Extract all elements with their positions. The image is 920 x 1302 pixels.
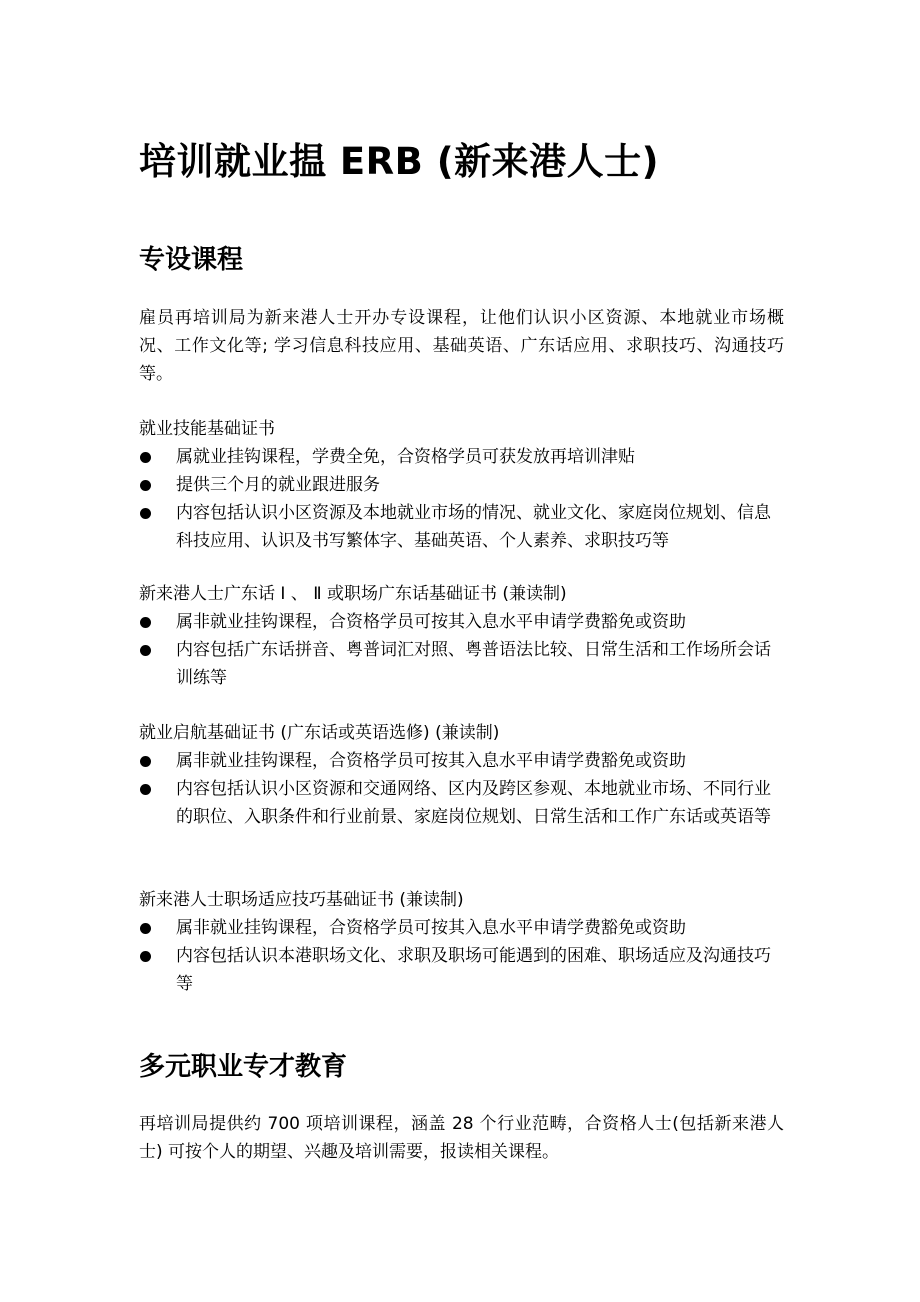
course-title: 就业技能基础证书 [139, 419, 275, 439]
course-block-cantonese [139, 580, 784, 692]
bullet-icon [140, 452, 151, 463]
list-item-text: 提供三个月的就业跟进服务 [176, 475, 380, 495]
list-item-text: 属非就业挂钩课程，合资格学员可按其入息水平申请学费豁免或资助 [176, 612, 686, 632]
list-item-text: 内容包括认识本港职场文化、求职及职场可能遇到的困难、职场适应及沟通技巧等 [176, 946, 771, 994]
list-item-text: 属非就业挂钩课程，合资格学员可按其入息水平申请学费豁免或资助 [176, 918, 686, 938]
course-title: 新来港人士广东话 Ⅰ 、 Ⅱ 或职场广东话基础证书 (兼读制) [139, 584, 567, 604]
list-item-text: 属就业挂钩课程，学费全免，合资格学员可获发放再培训津贴 [176, 447, 635, 467]
bullet-icon [140, 951, 151, 962]
list-item-text: 内容包括认识小区资源及本地就业市场的情况、就业文化、家庭岗位规划、信息科技应用、认识及书写繁体字、基础英语、个人素养、求职技巧等 [176, 503, 771, 551]
list-item [139, 914, 784, 942]
list-item [139, 608, 784, 636]
vocational-education-intro: 再培训局提供约 700 项培训课程，涵盖 28 个行业范畴，合资格人士(包括新来港人士) 可按个人的期望、兴趣及培训需要，报读相关课程。 [139, 1114, 784, 1162]
course-title: 就业启航基础证书 (广东话或英语选修) (兼读制) [139, 723, 500, 743]
list-item [139, 942, 784, 998]
list-item [139, 499, 784, 555]
bullet-icon [140, 508, 151, 519]
list-item [139, 471, 784, 499]
bullet-icon [140, 480, 151, 491]
bullet-icon [140, 617, 151, 628]
list-item-text: 内容包括认识小区资源和交通网络、区内及跨区参观、本地就业市场、不同行业的职位、入职条件和行业前景、家庭岗位规划、日常生活和工作广东话或英语等 [176, 779, 771, 827]
section-heading-vocational-education: 多元职业专才教育 [139, 1052, 348, 1082]
course-points-list [139, 608, 784, 692]
document-title: 培训就业揾 ERB (新来港人士) [139, 140, 660, 183]
bullet-icon [140, 923, 151, 934]
course-block-workplace-adaptation [139, 886, 784, 998]
course-block-career-launch [139, 719, 784, 831]
list-item-text: 内容包括广东话拼音、粤普词汇对照、粤普语法比较、日常生活和工作场所会话训练等 [176, 640, 771, 688]
course-block-employment-skills [139, 415, 784, 555]
list-item [139, 747, 784, 775]
list-item-text: 属非就业挂钩课程，合资格学员可按其入息水平申请学费豁免或资助 [176, 751, 686, 771]
bullet-icon [140, 784, 151, 795]
course-title: 新来港人士职场适应技巧基础证书 (兼读制) [139, 890, 464, 910]
course-points-list [139, 443, 784, 555]
course-points-list [139, 747, 784, 831]
bullet-icon [140, 645, 151, 656]
section-heading-special-courses: 专设课程 [139, 245, 244, 275]
special-courses-intro: 雇员再培训局为新来港人士开办专设课程，让他们认识小区资源、本地就业市场概况、工作文化等; 学习信息科技应用、基础英语、广东话应用、求职技巧、沟通技巧等。 [139, 308, 784, 384]
list-item [139, 636, 784, 692]
bullet-icon [140, 756, 151, 767]
list-item [139, 443, 784, 471]
list-item [139, 775, 784, 831]
course-points-list [139, 914, 784, 998]
